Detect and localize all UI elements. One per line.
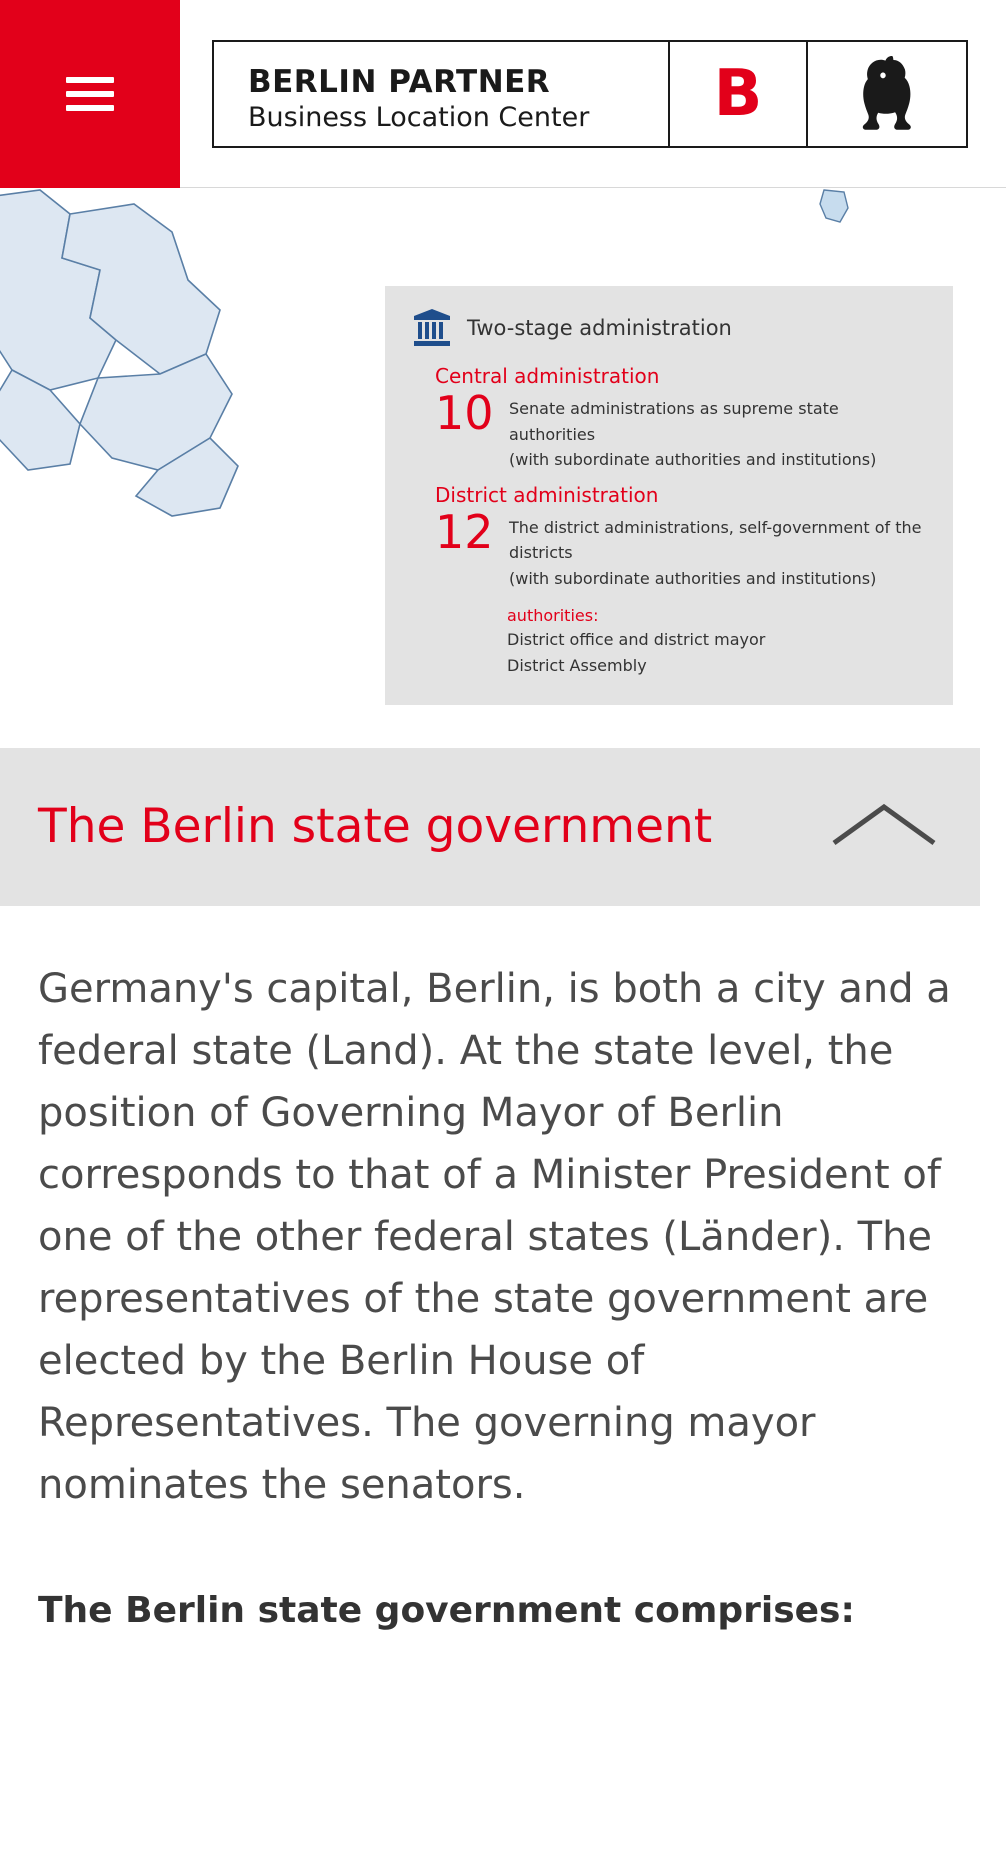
logo-monogram: [670, 42, 808, 146]
chevron-up-icon[interactable]: [830, 797, 938, 857]
accordion-title: The Berlin state government: [38, 799, 713, 855]
central-administration-number: 10: [435, 386, 494, 440]
district-administration-number: 12: [435, 504, 494, 559]
district-administration-line2: (with subordinate authorities and institutions): [509, 568, 877, 588]
central-administration-line2: (with subordinate authorities and institutions): [509, 450, 877, 470]
infobox-heading: Two-stage administration: [467, 316, 732, 340]
district-administration-text: [509, 509, 927, 592]
content-subheading: The Berlin state government comprises:: [38, 1590, 855, 1631]
logo-monogram-letter: B: [713, 57, 763, 131]
accordion-header-berlin-state-government[interactable]: [0, 748, 980, 906]
logo-subtitle: Business Location Center: [248, 102, 590, 134]
central-administration-text: [509, 390, 927, 473]
administration-infobox: [385, 286, 953, 705]
germany-map-graphic: [0, 18, 340, 578]
authority-item-1: District office and district mayor: [507, 629, 766, 649]
accordion-content-panel: [0, 906, 1006, 1635]
logo-title: BERLIN PARTNER: [248, 64, 551, 101]
map-lake-shape: [810, 188, 870, 238]
central-administration-stat: [435, 386, 927, 473]
central-administration-label: Central administration: [435, 364, 660, 388]
body-paragraph: Germany's capital, Berlin, is both a city and a federal state (Land). At the state level, the position of Governing Mayor of Berlin corresponds to that of a Minister President of one of the other federal states (Länder). The representatives of the state government are elected by the Berlin House of Representatives. The governing mayor nominates the senators.: [38, 966, 951, 1508]
central-administration-line1: Senate administrations as supreme state authorities: [509, 399, 839, 444]
infobox-header: [411, 308, 927, 348]
authority-item-2: District Assembly: [507, 655, 647, 675]
berlin-bear-icon: [808, 42, 966, 146]
district-administration-line1: The district administrations, self-government of the districts: [509, 517, 922, 563]
district-administration-stat: [435, 504, 927, 592]
authorities-label: authorities:: [507, 605, 599, 625]
classical-building-icon: [411, 308, 453, 348]
district-administration-label: District administration: [435, 482, 659, 507]
germany-map-section: [0, 188, 1006, 748]
